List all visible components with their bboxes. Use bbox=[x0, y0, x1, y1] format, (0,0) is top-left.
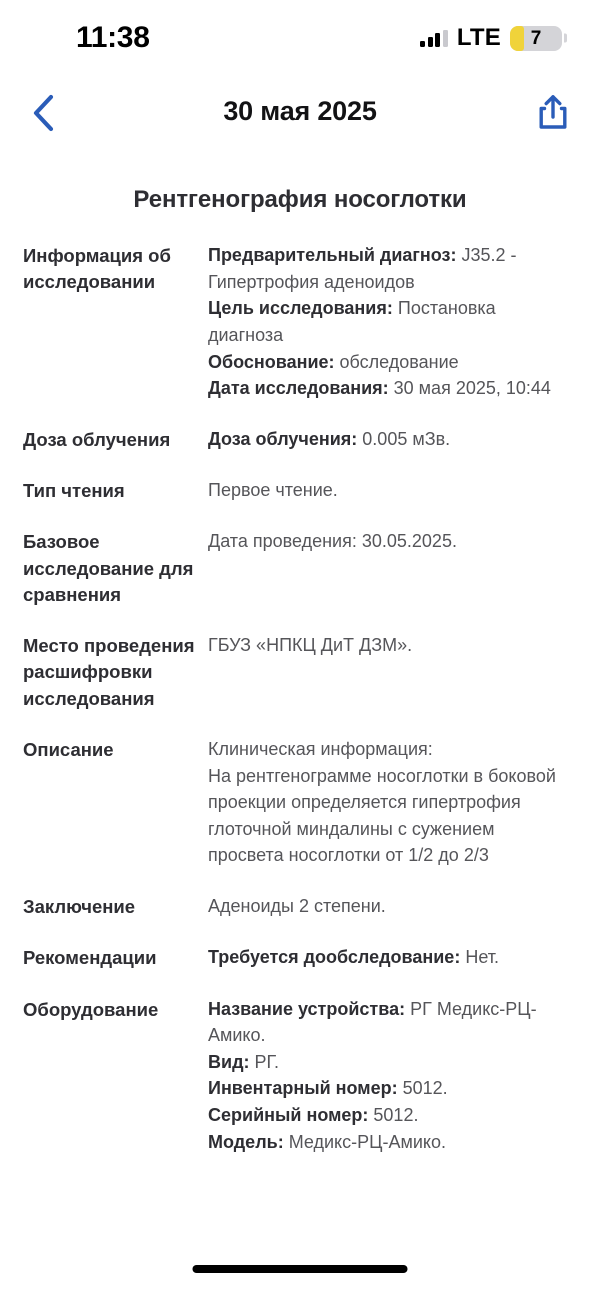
battery-fill bbox=[510, 26, 524, 51]
report-row-label: Базовое исследование для сравнения bbox=[23, 531, 194, 605]
report-value-line bbox=[208, 295, 570, 348]
report-value-line bbox=[208, 736, 570, 763]
report-value-text: 30 мая 2025, 10:44 bbox=[388, 378, 551, 399]
report-value-line bbox=[208, 242, 570, 295]
report-row-label: Доза облучения bbox=[23, 428, 171, 450]
status-bar bbox=[0, 0, 600, 72]
report-row-value bbox=[208, 426, 584, 453]
report-value-key: Модель: bbox=[208, 1131, 284, 1152]
report-value-key: Инвентарный номер: bbox=[208, 1078, 398, 1099]
report-value-line bbox=[208, 1049, 570, 1076]
battery-percent: 7 bbox=[530, 27, 542, 49]
status-bar-indicators bbox=[420, 26, 562, 51]
report-row-label: Заключение bbox=[23, 896, 136, 917]
report-value-text: J35.2 - Гипертрофия аденоидов bbox=[208, 245, 517, 292]
report-row-value bbox=[208, 528, 584, 555]
report-row-value bbox=[208, 736, 584, 869]
report-row bbox=[23, 477, 584, 504]
share-button[interactable] bbox=[528, 86, 578, 144]
report-row-label: Описание bbox=[23, 738, 114, 760]
report-row-value bbox=[208, 996, 584, 1156]
report-value-key: Доза облучения: bbox=[208, 428, 358, 449]
report-value-line bbox=[208, 944, 570, 971]
report-value-text: Первое чтение. bbox=[208, 480, 338, 501]
report-title: Рентгенография носоглотки bbox=[133, 186, 467, 213]
report-row bbox=[23, 632, 584, 712]
report-document bbox=[0, 186, 600, 1155]
report-row bbox=[23, 944, 584, 971]
report-value-text: 5012. bbox=[368, 1105, 419, 1126]
share-icon bbox=[538, 94, 568, 137]
report-value-line bbox=[208, 893, 570, 920]
report-value-text: 5012. bbox=[397, 1078, 448, 1099]
report-value-text: Медикс-РЦ-Амико. bbox=[283, 1131, 446, 1152]
report-row-label: Информация об исследовании bbox=[23, 245, 171, 293]
battery-cap bbox=[564, 34, 567, 43]
report-value-text: Клиническая информация: bbox=[208, 738, 433, 759]
report-value-key: Вид: bbox=[208, 1051, 250, 1072]
report-value-line bbox=[208, 1075, 570, 1102]
report-row-label: Тип чтения bbox=[23, 480, 125, 502]
report-row bbox=[23, 426, 584, 453]
carrier-label: LTE bbox=[456, 24, 501, 51]
report-row-value bbox=[208, 893, 584, 920]
report-row bbox=[23, 736, 584, 869]
report-row-value bbox=[208, 477, 584, 504]
report-value-key: Цель исследования: bbox=[208, 298, 393, 319]
report-row-label: Оборудование bbox=[23, 998, 159, 1020]
report-row-value bbox=[208, 632, 584, 659]
report-row-value bbox=[208, 242, 584, 402]
report-row bbox=[23, 528, 584, 608]
report-row bbox=[23, 242, 584, 402]
report-value-line bbox=[208, 349, 570, 376]
report-row bbox=[23, 996, 584, 1156]
report-value-key: Требуется дообследование: bbox=[208, 947, 461, 968]
report-value-line bbox=[208, 1102, 570, 1129]
report-value-line bbox=[208, 632, 570, 659]
report-row-value bbox=[208, 944, 584, 971]
report-row-label: Рекомендации bbox=[23, 947, 157, 969]
page-title: 30 мая 2025 bbox=[223, 96, 377, 126]
report-value-line bbox=[208, 763, 570, 870]
report-value-text: Постановка диагноза bbox=[208, 298, 496, 345]
home-indicator[interactable] bbox=[193, 1265, 408, 1273]
report-row bbox=[23, 893, 584, 920]
status-bar-time: 11:38 bbox=[76, 21, 150, 54]
report-value-line bbox=[208, 996, 570, 1049]
report-value-key: Серийный номер: bbox=[208, 1105, 369, 1126]
report-value-key: Предварительный диагноз: bbox=[208, 245, 457, 265]
report-value-text: Нет. bbox=[460, 947, 499, 968]
report-value-line bbox=[208, 1129, 570, 1156]
report-value-line bbox=[208, 375, 570, 402]
report-value-text: ГБУЗ «НПКЦ ДиТ ДЗМ». bbox=[208, 635, 413, 656]
report-value-line bbox=[208, 426, 570, 453]
report-value-text: РГ. bbox=[249, 1051, 280, 1072]
cellular-signal-icon bbox=[420, 30, 448, 47]
battery-low-power-icon bbox=[510, 26, 562, 51]
report-value-key: Обоснование: bbox=[208, 351, 335, 372]
report-value-text: На рентгенограмме носоглотки в боковой проекции определяется гипертрофия глоточной миндалины с сужением просвета носоглотки от 1/2 до 2/3 bbox=[208, 765, 556, 866]
navigation-bar bbox=[0, 86, 600, 146]
report-value-line bbox=[208, 528, 570, 555]
report-value-key: Название устройства: bbox=[208, 998, 406, 1019]
report-value-text: Аденоиды 2 степени. bbox=[208, 896, 386, 916]
report-row-label: Место проведения расшифровки исследования bbox=[23, 635, 195, 709]
report-value-text: Дата проведения: 30.05.2025. bbox=[208, 531, 457, 552]
report-value-text: РГ Медикс-РЦ-Амико. bbox=[208, 998, 537, 1046]
report-field-list bbox=[0, 242, 600, 1155]
report-value-text: 0.005 мЗв. bbox=[357, 428, 451, 449]
report-value-text: обследование bbox=[334, 351, 459, 372]
report-value-key: Дата исследования: bbox=[208, 378, 389, 399]
report-value-line bbox=[208, 477, 570, 504]
